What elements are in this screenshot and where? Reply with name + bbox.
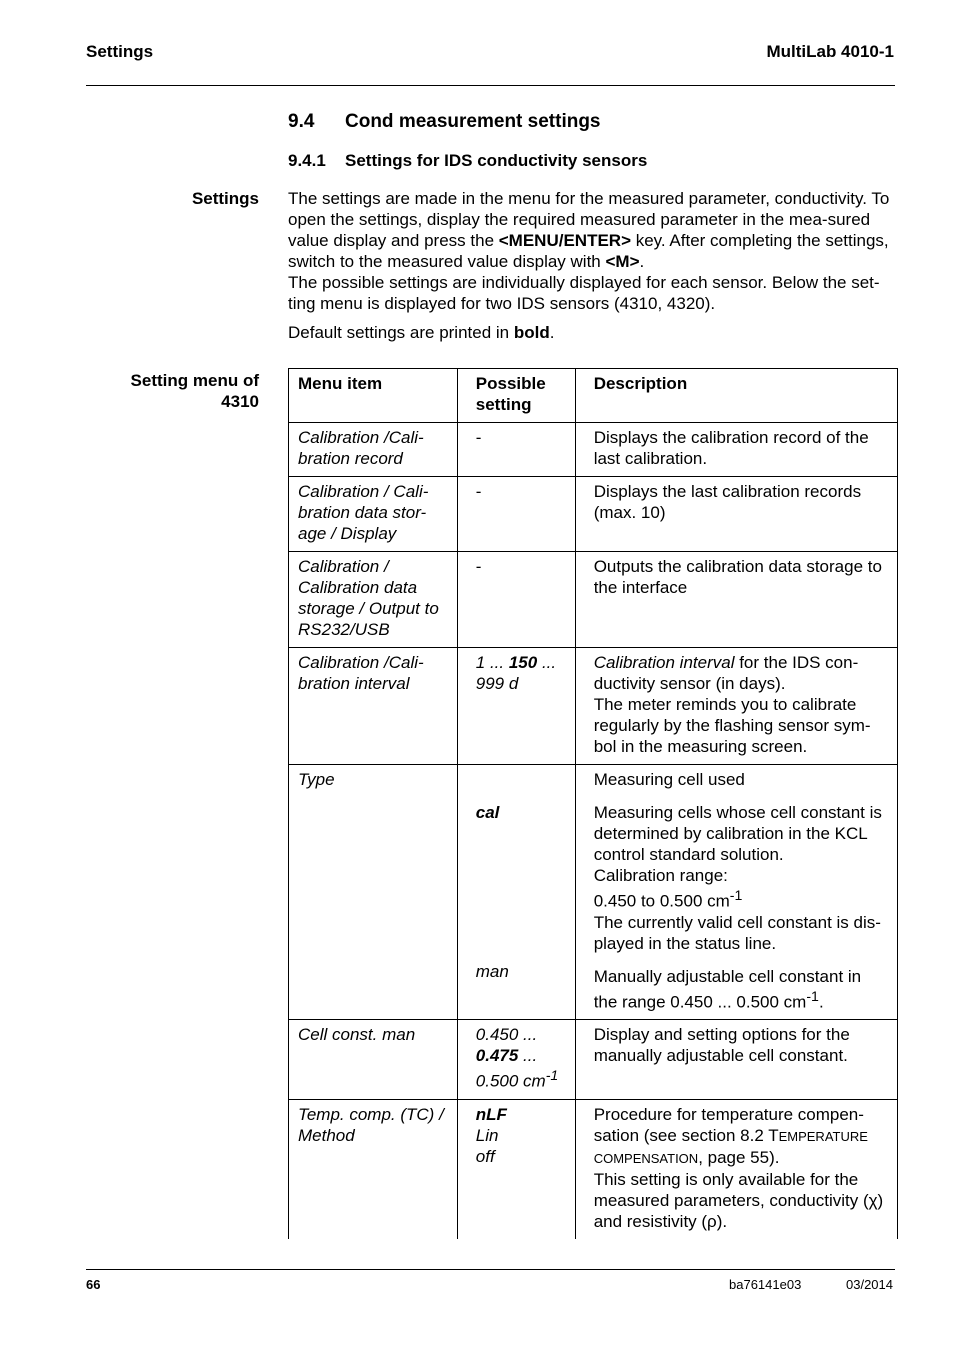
document-date: 03/2014 <box>846 1277 893 1292</box>
running-header-product: MultiLab 4010-1 <box>766 42 894 61</box>
menu-item-cell: Calibration /Cali-bration interval <box>289 648 458 765</box>
footer-rule <box>86 1269 895 1270</box>
menu-item-cell: Cell const. man <box>289 1020 458 1100</box>
settings-table <box>288 368 898 1239</box>
subsection-number: 9.4.1 <box>288 151 326 170</box>
setting-cell <box>457 765 575 1020</box>
description-cell: Calibration interval for the IDS con-ductivity sensor (in days). The meter reminds you to calibrate regularly by the flashing sensor sym-bol in the measuring screen. <box>575 648 897 765</box>
section-number: 9.4 <box>288 111 315 132</box>
table-row <box>289 1099 898 1239</box>
setting-cell: - <box>457 552 575 648</box>
header-description: Description <box>575 369 897 423</box>
intro-paragraph-1: The settings are made in the menu for the measured parameter, conductivity. To open the settings, display the required measured parameter in the mea-sured value display and press the <MENU/ENTER> key. After completing the settings, switch to the measured value display with <M>. <box>288 189 890 271</box>
menu-item-cell: Temp. comp. (TC) / Method <box>289 1099 458 1239</box>
description-cell: Displays the last calibration records (max. 10) <box>575 477 897 552</box>
section-heading <box>288 111 601 133</box>
settings-intro <box>288 188 898 343</box>
page-number: 66 <box>86 1277 101 1292</box>
table-row <box>289 423 898 477</box>
subsection-heading <box>288 151 647 171</box>
document-id: ba76141e03 <box>729 1277 802 1292</box>
subsection-title: Settings for IDS conductivity sensors <box>345 151 648 170</box>
running-header-chapter: Settings <box>86 42 154 61</box>
settings-side-label: Settings <box>191 189 259 208</box>
description-cell: Measuring cell used Measuring cells whose cell constant is determined by calibration in the KCL control standard solution. Calibration range: 0.450 to 0.500 $cm^{-1}$ The currently valid cell constant is dis-played in the status line. Manually adjustable cell constant in the range 0.450 ... 0.500 $cm^{-1}$. <box>575 765 897 1020</box>
table-row <box>289 765 898 1020</box>
table-header-row <box>289 369 898 423</box>
option-man: man <box>475 962 509 981</box>
menu-enter-key: <MENU/ENTER> <box>498 231 631 250</box>
menu-item-cell: Calibration / Calibration data storage / Output to RS232/USB <box>289 552 458 648</box>
table-row <box>289 1020 898 1100</box>
table-row <box>289 477 898 552</box>
section-title: Cond measurement settings <box>345 111 601 132</box>
description-cell: Procedure for temperature compen-sation (see section 8.2 TEMPERATURE COMPENSATION, page 55). This setting is only available for the measured parameters, conductivity (χ) and resistivity (ρ). <box>575 1099 897 1239</box>
setting-cell: nLF Lin off <box>457 1099 575 1239</box>
description-cell: Display and setting options for the manually adjustable cell constant. <box>575 1020 897 1100</box>
menu-item-cell: Calibration /Cali-bration record <box>289 423 458 477</box>
m-key: <M> <box>605 252 640 271</box>
description-cell: Displays the calibration record of the last calibration. <box>575 423 897 477</box>
table-row <box>289 552 898 648</box>
menu-item-cell: Calibration / Cali-bration data stor-age / Display <box>289 477 458 552</box>
setting-menu-side-label: Setting menu of 4310 <box>130 371 259 411</box>
setting-cell: 0.450 ... 0.475 ... 0.500 $cm^{-1}$ <box>457 1020 575 1100</box>
setting-cell: - <box>457 477 575 552</box>
option-cal: cal <box>475 803 500 822</box>
menu-item-cell: Type <box>289 765 458 1020</box>
description-cell: Outputs the calibration data storage to the interface <box>575 552 897 648</box>
header-rule <box>86 85 895 86</box>
header-menu-item: Menu item <box>289 369 458 423</box>
setting-cell: 1 ... 150 ... 999 d <box>457 648 575 765</box>
table-row <box>289 648 898 765</box>
setting-cell: - <box>457 423 575 477</box>
intro-paragraph-3: Default settings are printed in bold. <box>288 323 555 342</box>
header-possible-setting: Possible setting <box>457 369 575 423</box>
intro-paragraph-2: The possible settings are individually displayed for each sensor. Below the set-ting menu is displayed for two IDS sensors (4310, 4320). <box>288 273 880 313</box>
